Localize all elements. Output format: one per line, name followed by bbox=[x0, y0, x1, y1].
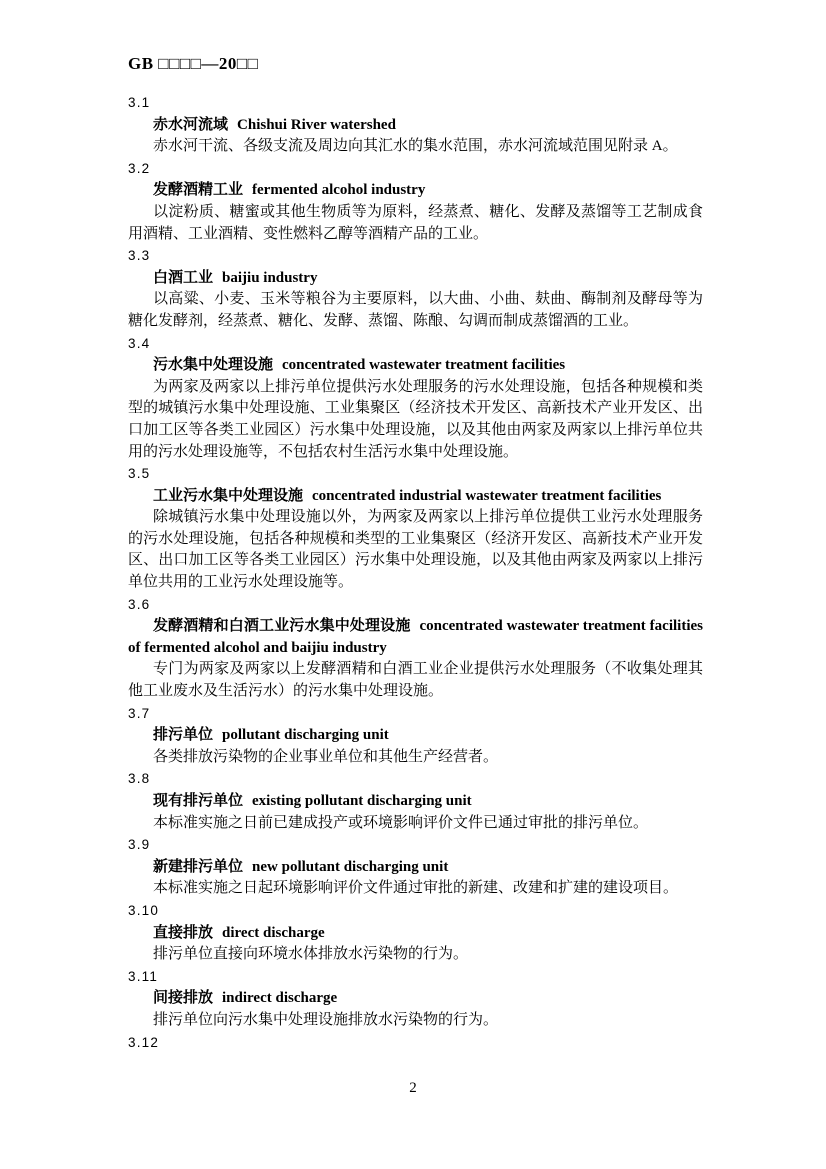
term-zh: 赤水河流域 bbox=[153, 115, 229, 133]
term-line bbox=[128, 114, 703, 137]
definition-paragraph: 排污单位直接向环境水体排放水污染物的行为。 bbox=[153, 946, 469, 963]
definition-paragraph: 排污单位向污水集中处理设施排放水污染物的行为。 bbox=[153, 1011, 499, 1028]
definition-paragraph: 除城镇污水集中处理设施以外，为两家及两家以上排污单位提供工业污水处理服务的污水处理设施，包括各种规模和类型的工业集聚区（经济开发区、高新技术产业开发区、出口加工区等各类工业园区）污水集中处理设施，以及其他由两家及两家以上排污单位共用的工业污水处理设施等。 bbox=[128, 509, 703, 591]
term-line bbox=[128, 267, 703, 290]
clause-number: 3.7 bbox=[128, 705, 151, 721]
term-en: Chishui River watershed bbox=[237, 116, 396, 133]
clause-number: 3.11 bbox=[128, 968, 159, 984]
definition-paragraph: 专门为两家及两家以上发酵酒精和白酒工业企业提供污水处理服务（不收集处理其他工业废水及生活污水）的污水集中处理设施。 bbox=[128, 661, 703, 700]
clause-section bbox=[128, 594, 703, 703]
term-line bbox=[128, 724, 703, 747]
term-line bbox=[128, 485, 703, 508]
clause-number: 3.2 bbox=[128, 160, 151, 176]
term-line bbox=[128, 987, 703, 1010]
definition-paragraph: 各类排放污染物的企业事业单位和其他生产经营者。 bbox=[153, 748, 499, 765]
term-en: indirect discharge bbox=[222, 990, 338, 1007]
clause-number: 3.10 bbox=[128, 902, 160, 918]
term-zh: 发酵酒精工业 bbox=[153, 181, 244, 199]
term-line bbox=[128, 922, 703, 945]
term-en: concentrated wastewater treatment facilities of fermented alcohol and baijiu industry bbox=[128, 618, 703, 656]
clause-number: 3.1 bbox=[128, 95, 151, 110]
term-en: concentrated wastewater treatment facilities bbox=[282, 357, 566, 374]
term-en: baijiu industry bbox=[222, 269, 318, 286]
clause-number: 3.12 bbox=[128, 1034, 160, 1050]
clause-section bbox=[128, 768, 703, 834]
clause-number: 3.8 bbox=[128, 771, 151, 787]
clause-section bbox=[128, 245, 703, 332]
clause-section bbox=[128, 463, 703, 594]
term-line bbox=[128, 354, 703, 377]
term-line bbox=[128, 615, 703, 659]
clause-section bbox=[128, 966, 703, 1032]
term-zh: 新建排污单位 bbox=[153, 857, 244, 875]
clause-number: 3.9 bbox=[128, 837, 151, 853]
clause-number: 3.6 bbox=[128, 596, 151, 612]
terms-and-definitions-list bbox=[128, 92, 703, 1053]
term-zh: 现有排污单位 bbox=[153, 792, 244, 809]
term-line bbox=[128, 790, 703, 813]
definition-paragraph: 赤水河干流、各级支流及周边向其汇水的集水范围，赤水河流域范围见附录 A。 bbox=[153, 138, 678, 155]
definition-paragraph: 为两家及两家以上排污单位提供污水处理服务的污水处理设施，包括各种规模和类型的城镇污水集中处理设施、工业集聚区（经济技术开发区、高新技术产业开发区、出口加工区等各类工业园区）污水集中处理设施，以及其他由两家及两家以上排污单位共用的污水处理设施等，不包括农村生活污水集中处理设施。 bbox=[128, 378, 703, 460]
definition-paragraph: 本标准实施之日前已建成投产或环境影响评价文件已通过审批的排污单位。 bbox=[153, 814, 649, 831]
term-en: new pollutant discharging unit bbox=[252, 858, 449, 875]
term-line bbox=[128, 856, 703, 879]
term-en: fermented alcohol industry bbox=[252, 182, 426, 199]
clause-section bbox=[128, 158, 703, 245]
clause-section bbox=[128, 333, 703, 464]
term-zh: 工业污水集中处理设施 bbox=[153, 486, 304, 504]
clause-section bbox=[128, 1032, 703, 1054]
term-en: concentrated industrial wastewater treatment facilities bbox=[312, 487, 662, 504]
page-footer bbox=[0, 1078, 826, 1098]
clause-section bbox=[128, 92, 703, 158]
term-zh: 排污单位 bbox=[153, 726, 214, 744]
term-zh: 白酒工业 bbox=[153, 268, 214, 286]
definition-paragraph: 以高粱、小麦、玉米等粮谷为主要原料，以大曲、小曲、麸曲、酶制剂及酵母等为糖化发酵剂，经蒸煮、糖化、发酵、蒸馏、陈酿、勾调而制成蒸馏酒的工业。 bbox=[128, 291, 703, 329]
clause-number: 3.4 bbox=[128, 335, 151, 351]
term-line bbox=[128, 179, 703, 202]
page-content bbox=[128, 53, 703, 1053]
clause-section bbox=[128, 834, 703, 900]
page-number: 2 bbox=[409, 1080, 417, 1096]
term-en: existing pollutant discharging unit bbox=[252, 793, 472, 809]
term-zh: 间接排放 bbox=[153, 989, 214, 1007]
clause-number: 3.5 bbox=[128, 466, 151, 482]
term-en: pollutant discharging unit bbox=[222, 727, 389, 744]
term-zh: 发酵酒精和白酒工业污水集中处理设施 bbox=[153, 617, 411, 635]
clause-section bbox=[128, 703, 703, 769]
definition-paragraph: 本标准实施之日起环境影响评价文件通过审批的新建、改建和扩建的建设项目。 bbox=[153, 880, 679, 897]
clause-number: 3.3 bbox=[128, 248, 151, 264]
standard-code-header: GB □□□□—20□□ bbox=[128, 54, 259, 73]
term-en: direct discharge bbox=[222, 924, 325, 941]
term-zh: 直接排放 bbox=[153, 923, 214, 941]
term-zh: 污水集中处理设施 bbox=[153, 356, 274, 374]
definition-paragraph: 以淀粉质、糖蜜或其他生物质等为原料，经蒸煮、糖化、发酵及蒸馏等工艺制成食用酒精、工业酒精、变性燃料乙醇等酒精产品的工业。 bbox=[128, 203, 703, 242]
clause-section bbox=[128, 900, 703, 966]
